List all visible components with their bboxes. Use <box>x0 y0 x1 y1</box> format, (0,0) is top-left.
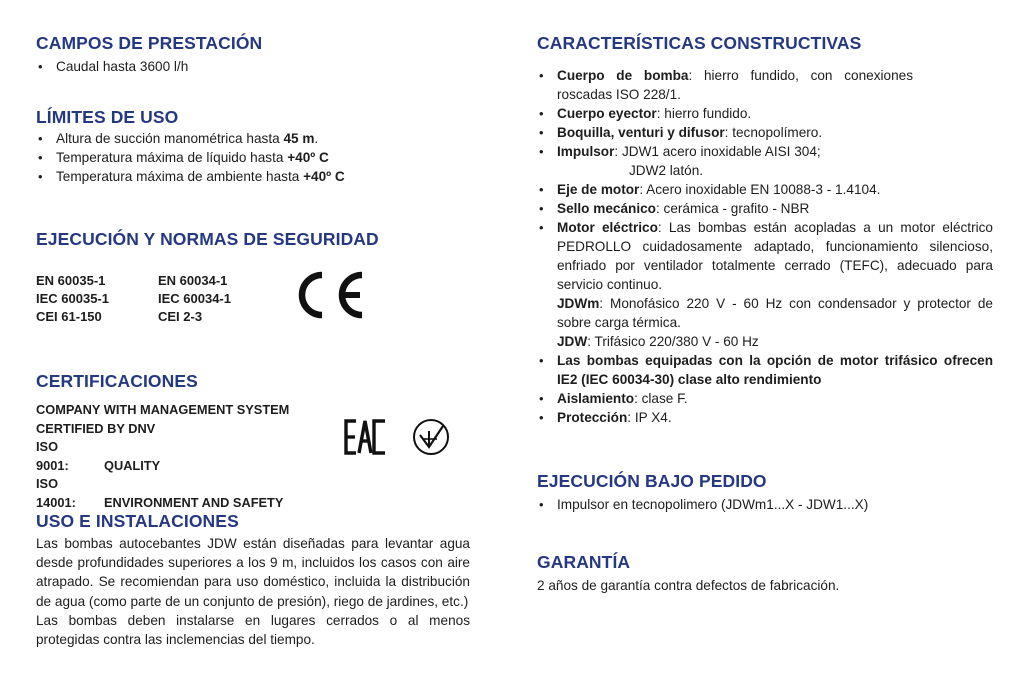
list-item: • Las bombas equipadas con la opción de motor trifásico ofrecen IE2 (IEC 60034-30) clase alto rendimiento <box>537 351 993 389</box>
section-garantia <box>537 552 839 595</box>
bajo-pedido-list <box>537 495 868 514</box>
list-item: • Impulsor: JDW1 acero inoxidable AISI 304; JDW2 latón. <box>537 142 993 180</box>
garantia-text: 2 años de garantía contra defectos de fabricación. <box>537 578 840 593</box>
certification-check-icon <box>411 417 451 457</box>
section-caracteristicas <box>537 33 993 427</box>
uso-paragraph-2: Las bombas deben instalarse en lugares cerrados o al menos protegidas contra las inclemencias del tiempo. <box>36 612 470 648</box>
section-certificaciones <box>36 371 476 512</box>
norm: EN 60035-1 <box>36 273 106 288</box>
norm: EN 60034-1 <box>158 273 228 288</box>
uso-title: USO E INSTALACIONES <box>36 511 239 531</box>
eac-mark-icon <box>344 417 388 457</box>
caracteristicas-title: CARACTERÍSTICAS CONSTRUCTIVAS <box>537 33 862 53</box>
list-item: • Altura de succión manométrica hasta 45 m. <box>36 129 345 148</box>
list-item: • Protección: IP X4. <box>537 408 993 427</box>
garantia-title: GARANTÍA <box>537 552 631 572</box>
cert-line: CERTIFIED BY DNV <box>36 420 156 436</box>
cert-line: ISO 14001: ENVIRONMENT AND SAFETY <box>36 476 284 510</box>
norm: IEC 60035-1 <box>36 291 109 306</box>
uso-paragraph-1: Las bombas autocebantes JDW están diseñadas para levantar agua desde profundidades superiores a los 9 m, incluidos los casos con aire atrapado. Se recomiendan para uso doméstico, incluida la distribución de agua (como parte de un conjunto de presión), riego de jardines, etc.) <box>36 536 470 609</box>
norm: CEI 61-150 <box>36 309 102 324</box>
campos-title: CAMPOS DE PRESTACIÓN <box>36 33 263 53</box>
list-item: • Boquilla, venturi y difusor: tecnopolímero. <box>537 123 993 142</box>
list-item: • Caudal hasta 3600 l/h <box>36 57 262 76</box>
norms-grid <box>36 272 476 326</box>
list-item: • Cuerpo de bomba: hierro fundido, con conexiones roscadas ISO 228/1. <box>537 66 993 104</box>
ce-mark-icon <box>292 267 368 323</box>
caracteristicas-list <box>537 66 993 427</box>
list-item: • Temperatura máxima de ambiente hasta +40º C <box>36 167 345 186</box>
section-campos <box>36 33 262 76</box>
section-uso <box>36 511 470 649</box>
limites-list <box>36 129 345 186</box>
list-item: • Impulsor en tecnopolimero (JDWm1...X - JDW1...X) <box>537 495 868 514</box>
cert-line: ISO 9001: QUALITY <box>36 439 161 473</box>
section-ejecucion-normas <box>36 229 476 326</box>
bajo-pedido-title: EJECUCIÓN BAJO PEDIDO <box>537 471 767 491</box>
certificaciones-title: CERTIFICACIONES <box>36 371 198 391</box>
campos-list <box>36 57 262 76</box>
list-item: • Eje de motor: Acero inoxidable EN 10088-3 - 1.4104. <box>537 180 993 199</box>
limites-title: LÍMITES DE USO <box>36 107 179 127</box>
cert-text <box>36 401 476 512</box>
list-item: • Cuerpo eyector: hierro fundido. <box>537 104 993 123</box>
list-item: • Temperatura máxima de líquido hasta +40º C <box>36 148 345 167</box>
list-item: • Aislamiento: clase F. <box>537 389 993 408</box>
norm: CEI 2-3 <box>158 309 203 324</box>
list-item: • Sello mecánico: cerámica - grafito - NBR <box>537 199 993 218</box>
norm: IEC 60034-1 <box>158 291 231 306</box>
list-item: • Motor eléctrico: Las bombas están acopladas a un motor eléctrico PEDROLLO cuidadosamente adaptado, funcionamiento silencioso, enfriado por ventilador totalmente cerrado (TEFC), adecuado para servicio continuo. JDWm: Monofásico 220 V - 60 Hz con condensador y protector de sobre carga térmica. JDW: Trifásico 220/380 V - 60 Hz <box>537 218 993 351</box>
section-bajo-pedido <box>537 471 868 514</box>
cert-line: COMPANY WITH MANAGEMENT SYSTEM <box>36 402 290 417</box>
section-limites <box>36 107 345 186</box>
ejecucion-normas-title: EJECUCIÓN Y NORMAS DE SEGURIDAD <box>36 229 379 249</box>
